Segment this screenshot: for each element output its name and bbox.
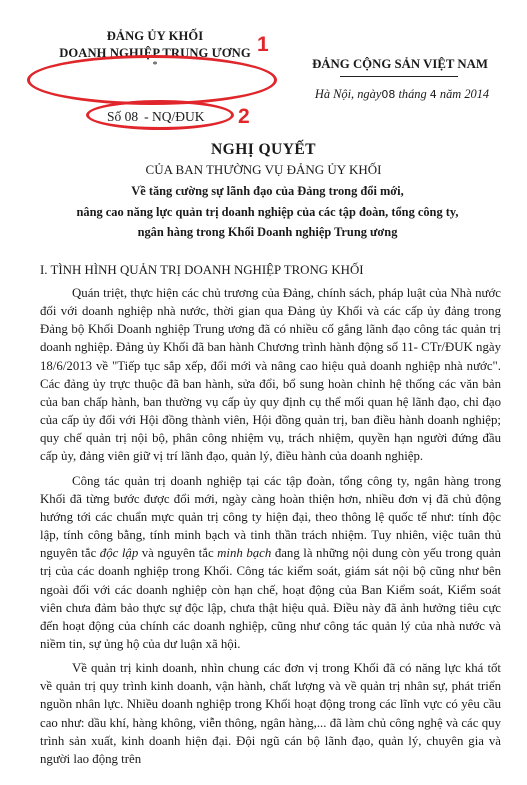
emphasis-transparency: minh bạch: [217, 546, 272, 561]
document-body: [40, 284, 501, 774]
section-heading: I. TÌNH HÌNH QUẢN TRỊ DOANH NGHIỆP TRONG KHỐI: [40, 263, 364, 277]
annotation-oval-number: [86, 100, 234, 130]
party-name-underline: [340, 76, 458, 77]
date-month: 4: [429, 88, 437, 101]
paragraph-2: [40, 472, 501, 654]
subject-line-2: nâng cao năng lực quản trị doanh nghiệp của các tập đoàn, tổng công ty,: [76, 204, 459, 219]
document-number-label: Số 08: [107, 109, 139, 124]
date-middle: tháng: [398, 87, 427, 101]
date-year: năm 2014: [439, 87, 490, 101]
date-prefix: Hà Nội, ngày: [314, 87, 382, 101]
annotation-marker-1: 1: [257, 33, 269, 56]
party-name: ĐẢNG CỘNG SẢN VIỆT NAM: [312, 57, 488, 71]
paragraph-1: Quán triệt, thực hiện các chủ trương của Đảng, chính sách, pháp luật của Nhà nước đối với doanh nghiệp nhà nước, thời gian qua Đảng ủy Khối và các cấp ủy đảng trong Đảng bộ Khối Doanh nghiệp Trung ương đã có nhiều cố gắng lãnh đạo công tác quản trị doanh nghiệp. Đảng ủy Khối đã ban hành Chương trình hành động số 11- CTr/ĐUK ngày 18/6/2013 về "Tiếp tục sắp xếp, đổi mới và nâng cao hiệu quả doanh nghiệp nhà nước". Các đảng ủy trực thuộc đã ban hành, sửa đổi, bổ sung hoàn chỉnh hệ thống các văn bản của ban chấp hành, ban thường vụ cấp ủy quy định cụ thể mối quan hệ lãnh đạo, chỉ đạo của cấp ủy đối với Hội đồng thành viên, Hội đồng quản trị, ban điều hành doanh nghiệp; quy chế quản trị nội bộ, phân công nhiệm vụ, trách nhiệm, quyền hạn người đứng đầu cấp ủy, đảng viên giữ vị trí lãnh đạo, quản lý, điều hành của doanh nghiệp.: [40, 286, 501, 464]
date-day: 08: [381, 88, 396, 101]
document-number-suffix: - NQ/ĐUK: [144, 109, 205, 124]
annotation-marker-2: 2: [238, 105, 250, 128]
organization-line-2: DOANH NGHIỆP TRUNG ƯƠNG: [59, 46, 251, 60]
header-star: *: [152, 60, 158, 71]
organization-line-1: ĐẢNG ỦY KHỐI: [106, 29, 204, 43]
paragraph-2-part-a: Công tác quản trị doanh nghiệp tại các tập đoàn, tổng công ty, ngân hàng trong Khối đã từng bước được đổi mới, ngày càng hoàn thiện hơn, nhiều đơn vị đã chủ động hướng tới các chuẩn mực quản trị công ty hiện đại, theo thông lệ quốc tế như: tính độc lập, tính công bằng, tính minh bạch và tinh thần trách nhiệm. Tuy nhiên, việc tuân thủ nguyên tắc: [40, 473, 501, 561]
paragraph-2-part-c: đang là những nội dung còn yếu trong quản trị của các doanh nghiệp trong Khối. Công tác kiểm soát, giám sát nội bộ cũng như bên ngoài đối với các doanh nghiệp còn hạn chế, hoạt động của Ban Kiểm soát, Kiểm soát viên chưa đảm bảo thực sự độc lập, chưa thật hiệu quả. Điều này đã ảnh hưởng tiêu cực đến hoạt động của chính các doanh nghiệp, cũng như công tác quản lý của nhà nước và niềm tin, sự ủng hộ của dư luận xã hội.: [40, 546, 501, 651]
emphasis-independence: độc lập: [99, 546, 139, 561]
issue-date: [292, 87, 512, 102]
document-subtitle: CỦA BAN THƯỜNG VỤ ĐẢNG ỦY KHỐI: [145, 162, 382, 177]
annotation-oval-organization: [27, 55, 277, 105]
document-title: NGHỊ QUYẾT: [211, 141, 316, 158]
document-subject: [50, 181, 485, 243]
paragraph-3: Về quản trị kinh doanh, nhìn chung các đơn vị trong Khối đã có năng lực khá tốt về quản trị quy trình kinh doanh, vận hành, chất lượng và về quản trị nhân sự, phát triển nguồn nhân lực. Nhiều doanh nghiệp trong Khối hoạt động trong các lĩnh vực có yêu cầu cao như: dầu khí, hàng không, viễn thông, ngân hàng,... đã làm chủ công nghệ và các quy trình sản xuất, kinh doanh hiện đại. Đội ngũ cán bộ lãnh đạo, quản lý, chuyên gia và người lao động trên: [40, 661, 501, 766]
paragraph-2-part-b: và nguyên tắc: [141, 546, 214, 561]
subject-line-3: ngân hàng trong Khối Doanh nghiệp Trung ương: [137, 225, 398, 239]
subject-line-1: Về tăng cường sự lãnh đạo của Đảng trong đổi mới,: [131, 184, 404, 198]
